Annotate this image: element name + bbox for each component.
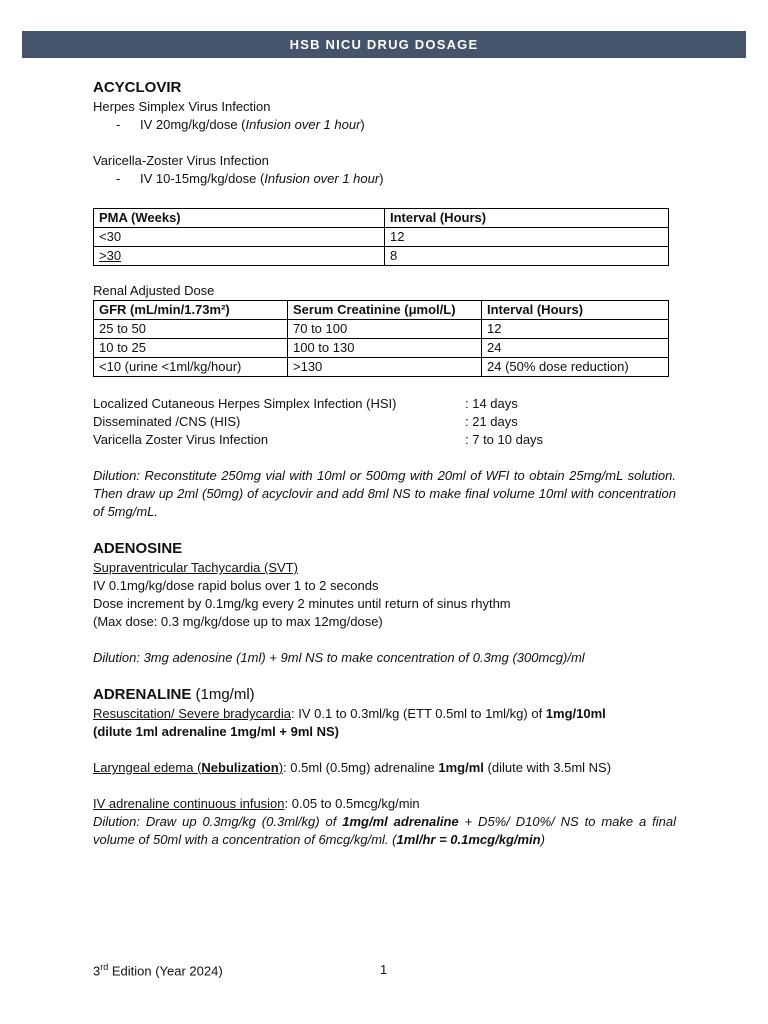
drug-heading-acyclovir: ACYCLOVIR xyxy=(93,79,182,96)
page-content xyxy=(93,78,676,849)
drug-heading-adrenaline xyxy=(93,685,676,705)
adrenaline-laryngeal-edema: Laryngeal edema (Nebulization): 0.5ml (0.5mg) adrenaline 1mg/ml (dilute with 3.5ml NS) xyxy=(93,760,612,775)
adenosine-dose-line: Dose increment by 0.1mg/kg every 2 minutes until return of sinus rhythm xyxy=(93,596,511,611)
table-cell: 24 xyxy=(482,339,669,358)
table-cell: 10 to 25 xyxy=(94,339,288,358)
vzv-indication: Varicella-Zoster Virus Infection xyxy=(93,153,269,168)
table-row xyxy=(94,320,669,339)
duration-value: : 21 days xyxy=(465,414,518,429)
document-header-banner xyxy=(22,31,746,58)
table-header-cell: Interval (Hours) xyxy=(482,301,669,320)
vzv-dose-line: - IV 10-15mg/kg/dose (Infusion over 1 hour) xyxy=(116,171,384,186)
table-cell: 70 to 100 xyxy=(288,320,482,339)
table-header-cell: GFR (mL/min/1.73m²) xyxy=(94,301,288,320)
table-cell: 24 (50% dose reduction) xyxy=(482,358,669,377)
pma-interval-table xyxy=(93,208,669,266)
table-cell: >30 xyxy=(94,247,385,266)
adrenaline-infusion-dilution: Dilution: Draw up 0.3mg/kg (0.3ml/kg) of 1mg/ml adrenaline + D5%/ D10%/ NS to make a final volume of 50ml with a concentration of 6mcg/kg/ml. (1ml/hr = 0.1mcg/kg/min) xyxy=(93,814,676,847)
table-row xyxy=(94,339,669,358)
table-row xyxy=(94,358,669,377)
renal-adjusted-title: Renal Adjusted Dose xyxy=(93,283,215,298)
table-header-cell: Serum Creatinine (μmol/L) xyxy=(288,301,482,320)
duration-value: : 14 days xyxy=(465,396,518,411)
duration-label: Varicella Zoster Virus Infection xyxy=(93,432,269,447)
table-cell: >130 xyxy=(288,358,482,377)
drug-heading-adenosine: ADENOSINE xyxy=(93,540,183,557)
drug-name: ADRENALINE xyxy=(93,686,192,703)
hsv-dose-line: - IV 20mg/kg/dose (Infusion over 1 hour) xyxy=(116,117,365,132)
acyclovir-dilution: Dilution: Reconstitute 250mg vial with 10ml or 500mg with 20ml of WFI to obtain 25mg/mL solution. Then draw up 2ml (50mg) of acyclovir and add 8ml NS to make final volume 10ml with concentration of 5mg/mL. xyxy=(93,468,676,519)
document-title: HSB NICU DRUG DOSAGE xyxy=(289,37,479,52)
duration-label: Disseminated /CNS (HIS) xyxy=(93,414,241,429)
duration-row xyxy=(93,431,676,449)
table-cell: 12 xyxy=(385,228,669,247)
table-row xyxy=(94,228,669,247)
adenosine-indication: Supraventricular Tachycardia (SVT) xyxy=(93,560,298,575)
duration-row xyxy=(93,413,676,431)
table-cell: <30 xyxy=(94,228,385,247)
hsv-indication: Herpes Simplex Virus Infection xyxy=(93,99,271,114)
duration-value: : 7 to 10 days xyxy=(465,432,544,447)
table-header-row xyxy=(94,301,669,320)
page-number: 1 xyxy=(380,962,388,977)
adenosine-dose-line: IV 0.1mg/kg/dose rapid bolus over 1 to 2 seconds xyxy=(93,578,379,593)
table-row xyxy=(94,247,669,266)
bullet-dash: - xyxy=(116,171,121,186)
adenosine-dose-line: (Max dose: 0.3 mg/kg/dose up to max 12mg/dose) xyxy=(93,614,383,629)
table-cell: 12 xyxy=(482,320,669,339)
table-cell: 100 to 130 xyxy=(288,339,482,358)
adenosine-dilution: Dilution: 3mg adenosine (1ml) + 9ml NS to make concentration of 0.3mg (300mcg)/ml xyxy=(93,650,585,665)
table-header-cell: PMA (Weeks) xyxy=(94,209,385,228)
table-cell: <10 (urine <1ml/kg/hour) xyxy=(94,358,288,377)
edition-footer: 3rd Edition (Year 2024) xyxy=(93,962,223,979)
table-cell: 25 to 50 xyxy=(94,320,288,339)
adrenaline-infusion: IV adrenaline continuous infusion: 0.05 to 0.5mcg/kg/min xyxy=(93,796,420,811)
table-cell: 8 xyxy=(385,247,669,266)
duration-row xyxy=(93,395,676,413)
table-header-row xyxy=(94,209,669,228)
adrenaline-resuscitation: Resuscitation/ Severe bradycardia: IV 0.1 to 0.3ml/kg (ETT 0.5ml to 1ml/kg) of 1mg/10ml (dilute 1ml adrenaline 1mg/ml + 9ml NS) xyxy=(93,706,606,739)
table-header-cell: Interval (Hours) xyxy=(385,209,669,228)
renal-dose-table xyxy=(93,300,669,377)
drug-strength: (1mg/ml) xyxy=(191,686,255,703)
bullet-dash: - xyxy=(116,117,121,132)
duration-label: Localized Cutaneous Herpes Simplex Infection (HSI) xyxy=(93,396,397,411)
